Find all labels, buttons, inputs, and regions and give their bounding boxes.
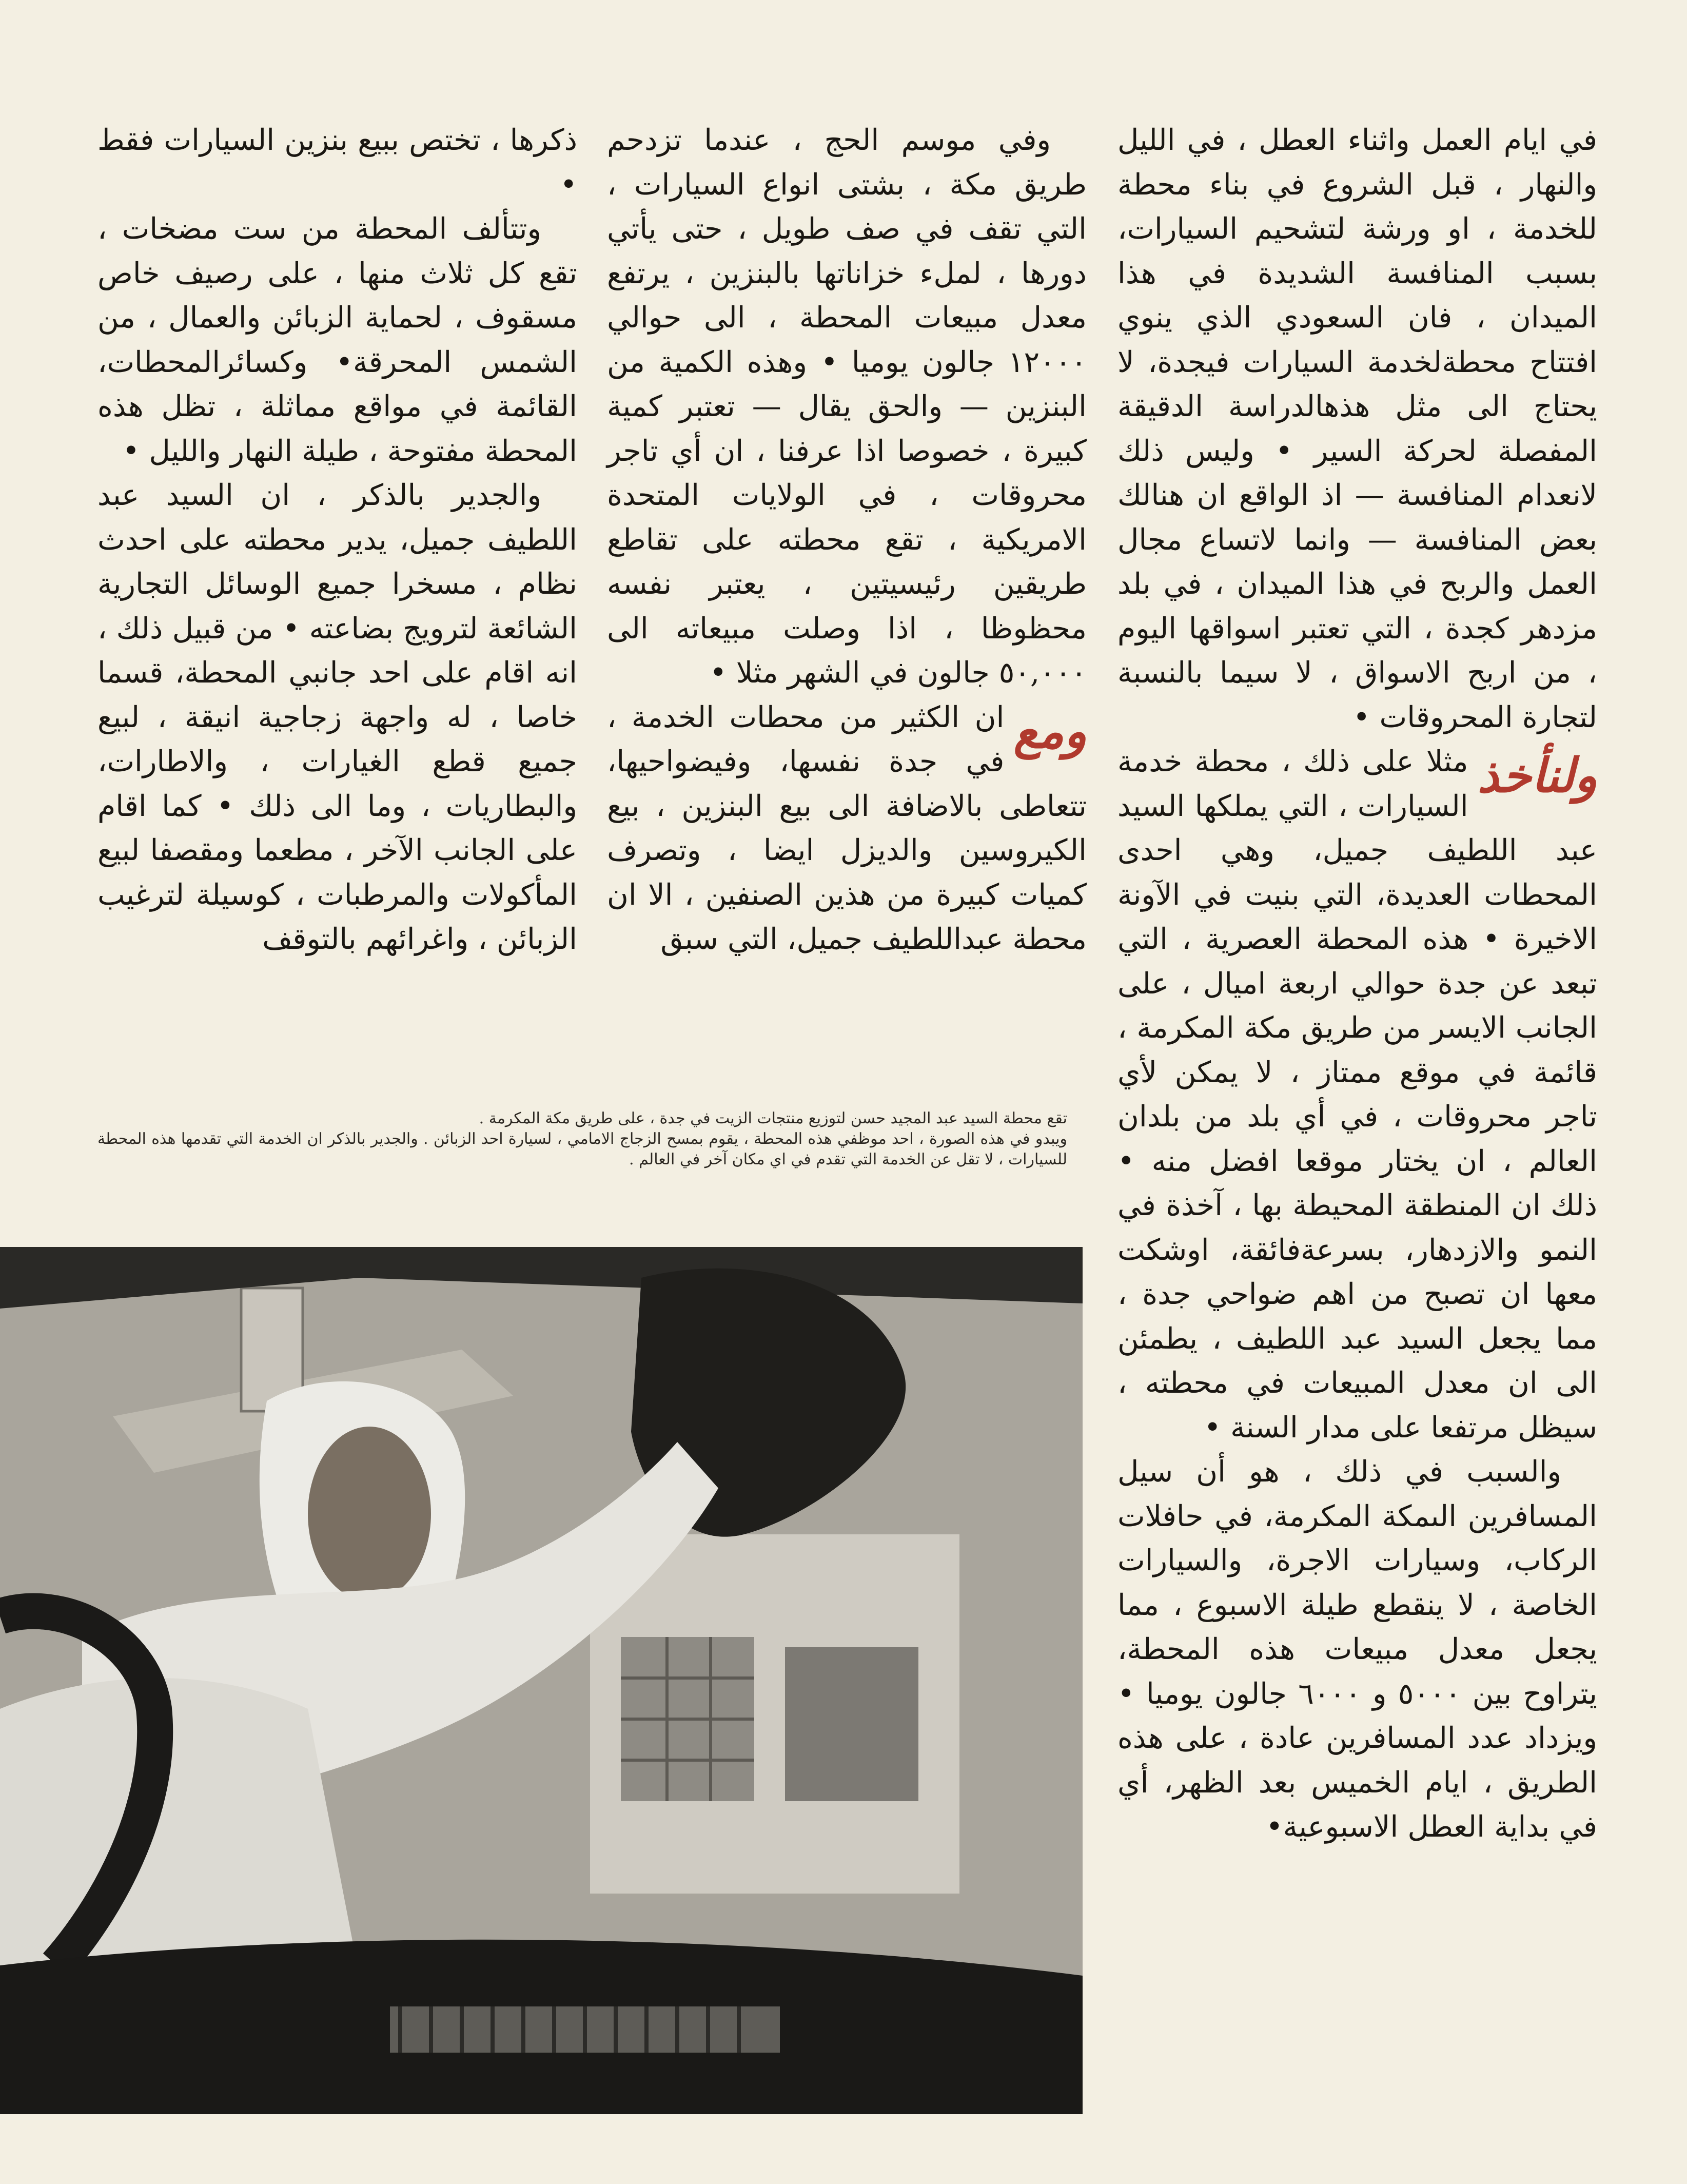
- photograph-attendant-cleaning-windshield: [0, 1247, 1083, 2114]
- dropcap-word: ولنأخذ: [1477, 748, 1597, 803]
- caption-line: تقع محطة السيد عبد المجيد حسن لتوزيع منتجات الزيت في جدة ، على طريق مكة المكرمة .: [479, 1109, 1067, 1127]
- article-column-left: [97, 118, 577, 962]
- paragraph: وفي موسم الحج ، عندما تزدحم طريق مكة ، بشتى انواع السيارات ، التي تقف في صف طويل ، حتى يأتي دورها ، لملء خزاناتها بالبنزين ، يرتفع معدل مبيعات المحطة ، الى حوالي ١٢٠٠٠ جالون يوميا • وهذه الكمية من البنزين — والحق يقال — تعتبر كمية كبيرة ، خصوصا اذا عرفنا ، ان أي تاجر محروقات ، في الولايات المتحدة الامريكية ، تقع محطته على تقاطع طريقين رئيسيتين ، يعتبر نفسه محظوظا ، اذا وصلت مبيعاته الى ٥٠,٠٠٠ جالون في الشهر مثلا •: [607, 123, 1087, 690]
- caption-line: ويبدو في هذه الصورة ، احد موظفي هذه المحطة ، يقوم بمسح الزجاج الامامي ، لسيارة احد الزبائن . والجدير بالذكر ان الخدمة التي تقدمها هذه المحطة للسيارات ، لا تقل عن الخدمة التي تقدم في اي مكان آخر في العالم .: [97, 1130, 1067, 1168]
- paragraph-text: ان الكثير من محطات الخدمة ، في جدة نفسها، وفيضواحيها، تتعاطى بالاضافة الى بيع البنزين ، بيع الكيروسين والديزل ايضا ، وتصرف كميات كبيرة من هذين الصنفين ، الا ان محطة عبداللطيف جميل، التي سبق: [607, 700, 1087, 956]
- photo-caption: [97, 1108, 1067, 1170]
- dropcap-word: ومع: [1013, 703, 1087, 759]
- article-column-middle: [607, 118, 1087, 962]
- paragraph: والجدير بالذكر ، ان السيد عبد اللطيف جميل، يدير محطته على احدث نظام ، مسخرا جميع الوسائل التجارية الشائعة لترويج بضاعته • من قبيل ذلك ، انه اقام على احد جانبي المحطة، قسما خاصا ، له واجهة زجاجية انيقة ، لبيع جميع قطع الغيارات ، والاطارات، والبطاريات ، وما الى ذلك • كما اقام على الجانب الآخر ، مطعما ومقصفا لبيع المأكولات والمرطبات ، كوسيلة لترغيب الزبائن ، واغرائهم بالتوقف: [97, 478, 577, 956]
- photo-illustration: [0, 1247, 1083, 2114]
- paragraph: وتتألف المحطة من ست مضخات ، تقع كل ثلاث منها ، على رصيف خاص مسقوف ، لحماية الزبائن والعمال ، من الشمس المحرقة• وكسائرالمحطات، القائمة في مواقع مماثلة ، تظل هذه المحطة مفتوحة ، طيلة النهار والليل •: [97, 212, 577, 468]
- paragraph-text: مثلا على ذلك ، محطة خدمة السيارات ، التي يملكها السيد عبد اللطيف جميل، وهي احدى المحطات العديدة، التي بنيت في الآونة الاخيرة • هذه المحطة العصرية ، التي تبعد عن جدة حوالي اربعة اميال ، على الجانب الايسر من طريق مكة المكرمة ، قائمة في موقع ممتاز ، لا يمكن لأي تاجر محروقات ، في أي بلد من بلدان العالم ، ان يختار موقعا افضل منه • ذلك ان المنطقة المحيطة بها ، آخذة في النمو والازدهار، بسرعةفائقة، اوشكت معها ان تصبح من اهم ضواحي جدة ، مما يجعل السيد عبد اللطيف ، يطمئن الى ان معدل المبيعات في محطته ، سيظل مرتفعا على مدار السنة •: [1117, 745, 1597, 1445]
- paragraph: [607, 695, 1087, 962]
- paragraph: [1117, 739, 1597, 1450]
- paragraph: ذكرها ، تختص ببيع بنزين السيارات فقط •: [97, 123, 577, 202]
- paragraph: في ايام العمل واثناء العطل ، في الليل والنهار ، قبل الشروع في بناء محطة للخدمة ، او ورشة لتشحيم السيارات، بسبب المنافسة الشديدة في هذا الميدان ، فان السعودي الذي ينوي افتتاح محطةلخدمة السيارات فيجدة، لا يحتاج الى مثل هذهالدراسة الدقيقة المفصلة لحركة السير • وليس ذلك لانعدام المنافسة — اذ الواقع ان هنالك بعض المنافسة — وانما لاتساع مجال العمل والربح في هذا الميدان ، في بلد مزدهر كجدة ، التي تعتبر اسواقها اليوم ، من اربح الاسواق ، لا سيما بالنسبة لتجارة المحروقات •: [1117, 123, 1597, 734]
- article-column-right: [1117, 118, 1597, 1849]
- paragraph: والسبب في ذلك ، هو أن سيل المسافرين الىمكة المكرمة، في حافلات الركاب، وسيارات الاجرة، والسيارات الخاصة ، لا ينقطع طيلة الاسبوع ، مما يجعل معدل مبيعات هذه المحطة، يتراوح بين ٥٠٠٠ و ٦٠٠٠ جالون يوميا • ويزداد عدد المسافرين عادة ، على هذه الطريق ، ايام الخميس بعد الظهر، أي في بداية العطل الاسبوعية•: [1117, 1455, 1597, 1844]
